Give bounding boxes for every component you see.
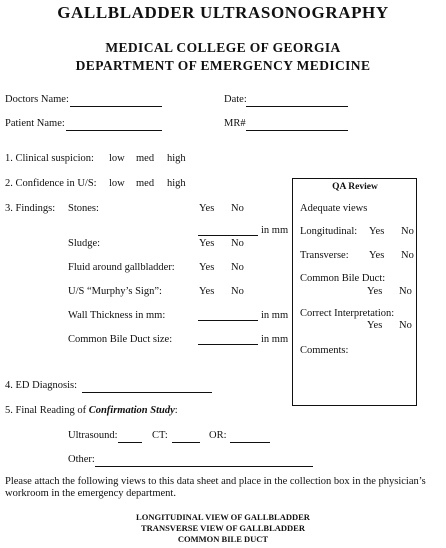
qa-transverse-label: Transverse:: [300, 250, 349, 261]
qa-correct-yes[interactable]: Yes: [367, 320, 383, 331]
instructions-text: Please attach the following views to this data sheet and place in the collection box in the physician’s workroom in the emergency department.: [5, 476, 426, 499]
ultrasound-field[interactable]: [118, 442, 142, 443]
murphy-sign-yes[interactable]: Yes: [199, 286, 215, 297]
cbd-size-label: Common Bile Duct size:: [68, 334, 173, 345]
fluid-yes[interactable]: Yes: [199, 262, 215, 273]
sludge-label: Sludge:: [68, 238, 101, 249]
patient-name-field[interactable]: [66, 130, 162, 131]
qa-longitudinal-label: Longitudinal:: [300, 226, 358, 237]
qa-longitudinal-no[interactable]: No: [401, 226, 414, 237]
clinical-suspicion-label: 1. Clinical suspicion:: [5, 153, 94, 164]
ct-label: CT:: [152, 430, 168, 441]
qa-adequate-views-label: Adequate views: [300, 203, 368, 214]
qa-cbd-label: Common Bile Duct:: [300, 273, 386, 284]
or-label: OR:: [209, 430, 227, 441]
confirmation-study-text: Confirmation Study: [88, 405, 175, 416]
institution-name: MEDICAL COLLEGE OF GEORGIA: [105, 40, 341, 55]
ed-diagnosis-label: 4. ED Diagnosis:: [5, 380, 78, 391]
clinical-suspicion-low[interactable]: low: [109, 153, 125, 164]
stones-mm-unit: in mm: [261, 225, 289, 236]
fluid-no[interactable]: No: [231, 262, 244, 273]
view-common-bile-duct: COMMON BILE DUCT: [177, 534, 269, 544]
qa-correct-interpretation-label: Correct Interpretation:: [300, 308, 395, 319]
qa-correct-no[interactable]: No: [399, 320, 412, 331]
cbd-size-field[interactable]: [198, 344, 258, 345]
stones-no[interactable]: No: [231, 203, 244, 214]
clinical-suspicion-med[interactable]: med: [136, 153, 155, 164]
or-field[interactable]: [230, 442, 270, 443]
mr-label: MR#: [224, 118, 246, 129]
fluid-label: Fluid around gallbladder:: [68, 262, 175, 273]
confidence-med[interactable]: med: [136, 178, 155, 189]
wall-thickness-label: Wall Thickness in mm:: [68, 310, 166, 321]
wall-thickness-unit: in mm: [261, 310, 289, 321]
confidence-label: 2. Confidence in U/S:: [5, 178, 97, 189]
patient-name-label: Patient Name:: [5, 118, 65, 129]
view-transverse: TRANSVERSE VIEW OF GALLBLADDER: [141, 523, 305, 533]
mr-field[interactable]: [246, 130, 348, 131]
qa-cbd-yes[interactable]: Yes: [367, 286, 383, 297]
qa-comments-label: Comments:: [300, 345, 349, 356]
doctors-name-label: Doctors Name:: [5, 94, 69, 105]
other-field[interactable]: [95, 466, 313, 467]
stones-label: Stones:: [68, 203, 99, 214]
murphy-sign-label: U/S “Murphy’s Sign”:: [68, 286, 162, 297]
confidence-high[interactable]: high: [167, 178, 186, 189]
qa-transverse-yes[interactable]: Yes: [369, 250, 385, 261]
date-field[interactable]: [246, 106, 348, 107]
ed-diagnosis-field[interactable]: [82, 392, 212, 393]
murphy-sign-no[interactable]: No: [231, 286, 244, 297]
cbd-size-unit: in mm: [261, 334, 289, 345]
ct-field[interactable]: [172, 442, 200, 443]
final-reading-colon: :: [174, 405, 178, 416]
other-label: Other:: [68, 454, 95, 465]
form-title: GALLBLADDER ULTRASONOGRAPHY: [57, 3, 389, 22]
clinical-suspicion-high[interactable]: high: [167, 153, 186, 164]
confidence-low[interactable]: low: [109, 178, 125, 189]
view-longitudinal: LONGITUDINAL VIEW OF GALLBLADDER: [136, 512, 310, 522]
stones-yes[interactable]: Yes: [199, 203, 215, 214]
department-name: DEPARTMENT OF EMERGENCY MEDICINE: [75, 58, 371, 73]
doctors-name-field[interactable]: [70, 106, 162, 107]
final-reading-text: 5. Final Reading of: [5, 405, 87, 416]
date-label: Date:: [224, 94, 247, 105]
sludge-yes[interactable]: Yes: [199, 238, 215, 249]
qa-cbd-no[interactable]: No: [399, 286, 412, 297]
sludge-no[interactable]: No: [231, 238, 244, 249]
ultrasound-label: Ultrasound:: [68, 430, 118, 441]
qa-review-title: QA Review: [332, 182, 378, 192]
findings-label: 3. Findings:: [5, 203, 56, 214]
wall-thickness-field[interactable]: [198, 320, 258, 321]
final-reading-label: [5, 405, 178, 416]
stones-mm-field[interactable]: [198, 235, 258, 236]
qa-longitudinal-yes[interactable]: Yes: [369, 226, 385, 237]
qa-transverse-no[interactable]: No: [401, 250, 414, 261]
